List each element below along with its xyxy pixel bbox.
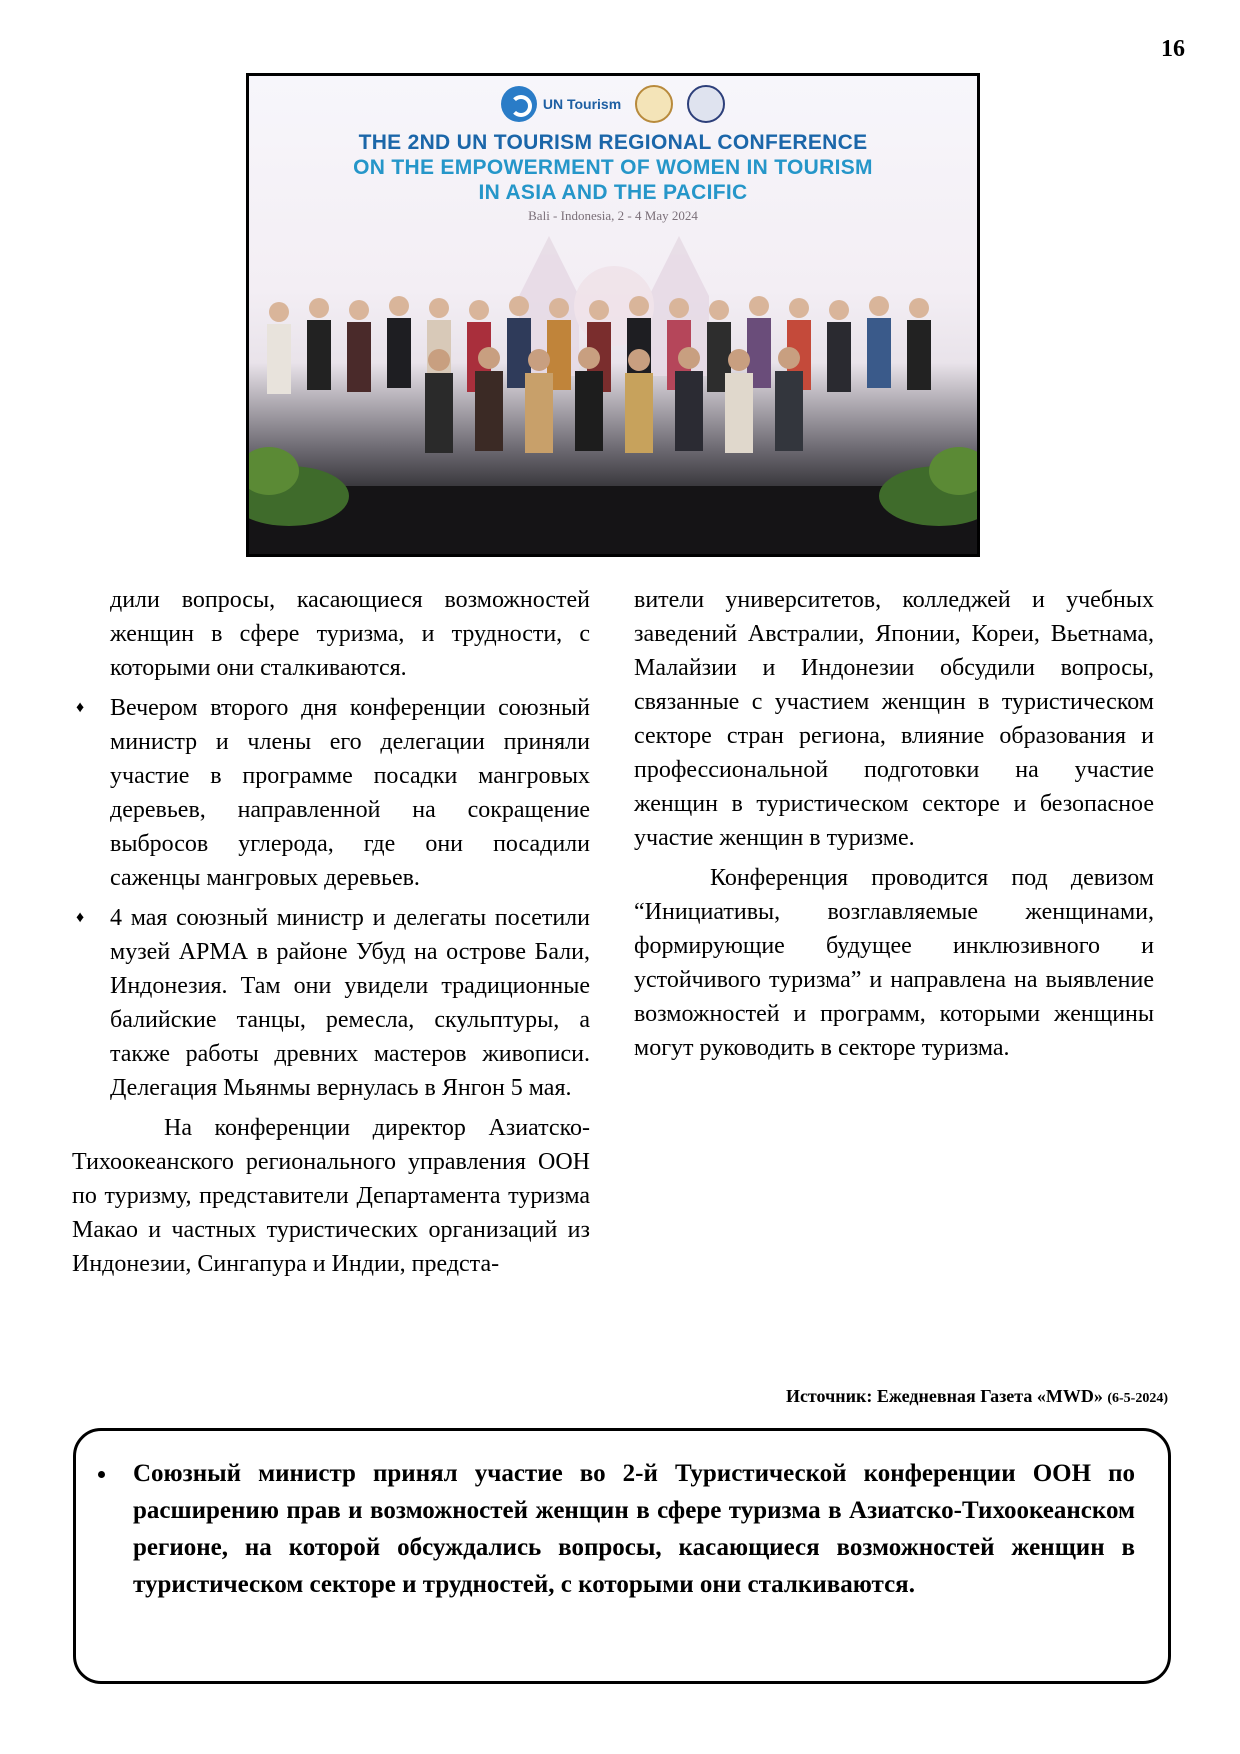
banner-logos — [249, 84, 977, 124]
body-paragraph: вители университетов, колледжей и учебных заведений Австралии, Японии, Кореи, Вьетнама, Малайзии и Индонезии обсудили вопросы, связанные с участием женщин в туристическом секторе стран региона, влияние образования и профессиональной подготовки на участие женщин в туристическом секторе и безопасное участие женщин в туризме. — [634, 587, 1154, 851]
bullet-text: 4 мая союзный министр и делегаты посетили музей АРМА в районе Убуд на острове Бали, Индонезия. Там они увидели традиционные балийские танцы, ремесла, скульптуры, а также работы древних мастеров живописи. Делегация Мьянмы вернулась в Янгон 5 мая. — [110, 905, 590, 1101]
summary-text: Союзный министр принял участие во 2-й Туристической конференции ООН по расширению прав и возможностей женщин в сфере туризма в Азиатско-Тихоокеанском регионе, на которой обсуждались вопросы, касающиеся возможностей женщин в туристическом секторе и трудностей, с которыми они сталкиваются. — [133, 1460, 1135, 1598]
banner-subtitle: Bali - Indonesia, 2 - 4 May 2024 — [528, 208, 698, 223]
body-paragraph: На конференции директор Азиатско-Тихоокеанского регионального управления ООН по туризму, представители Департамента туризма Макао и частных туристических организаций из Индонезии, Сингапура и Индии, предста- — [72, 1115, 590, 1277]
left-column — [72, 583, 590, 1281]
bullet-dot-icon — [98, 1471, 105, 1478]
source-label: Источник: Ежедневная Газета «MWD» — [785, 1386, 1103, 1406]
continuation-paragraph: дили вопросы, касающиеся возможностей женщин в сфере туризма, и трудности, с которыми они сталкиваются. — [110, 587, 590, 681]
summary-box — [73, 1428, 1171, 1684]
bullet-item — [72, 901, 590, 1105]
banner-title-line-2: ON THE EMPOWERMENT OF WOMEN IN TOURISM — [353, 156, 873, 179]
diamond-bullet-icon: ♦ — [76, 909, 85, 926]
bullet-item — [72, 691, 590, 895]
banner-title-line-1: THE 2ND UN TOURISM REGIONAL CONFERENCE — [358, 131, 868, 154]
source-citation — [600, 1386, 1168, 1407]
right-column — [634, 583, 1154, 1065]
banner-title-line-3: IN ASIA AND THE PACIFIC — [478, 181, 748, 204]
banner-title — [249, 130, 977, 205]
diamond-bullet-icon: ♦ — [76, 699, 85, 716]
conference-photo — [246, 73, 980, 557]
emblem-seal-icon — [635, 85, 673, 123]
body-paragraph: Конференция проводится под девизом “Инициативы, возглавляемые женщинами, формирующие будущее инклюзивного и устойчивого туризма” и направлена на выявление возможностей и программ, которыми женщины могут руководить в секторе туризма. — [634, 865, 1154, 1061]
bullet-text: Вечером второго дня конференции союзный министр и члены его делегации приняли участие в программе посадки мангровых деревьев, направленной на сокращение выбросов углерода, где они посадили саженцы мангровых деревьев. — [110, 695, 590, 891]
page-number: 16 — [1161, 36, 1185, 62]
un-tourism-logo-text: UN Tourism — [542, 96, 622, 112]
source-date: (6-5-2024) — [1107, 1391, 1168, 1406]
un-tourism-icon — [501, 86, 537, 122]
un-tourism-logo — [501, 86, 621, 122]
ministry-seal-icon — [687, 85, 725, 123]
